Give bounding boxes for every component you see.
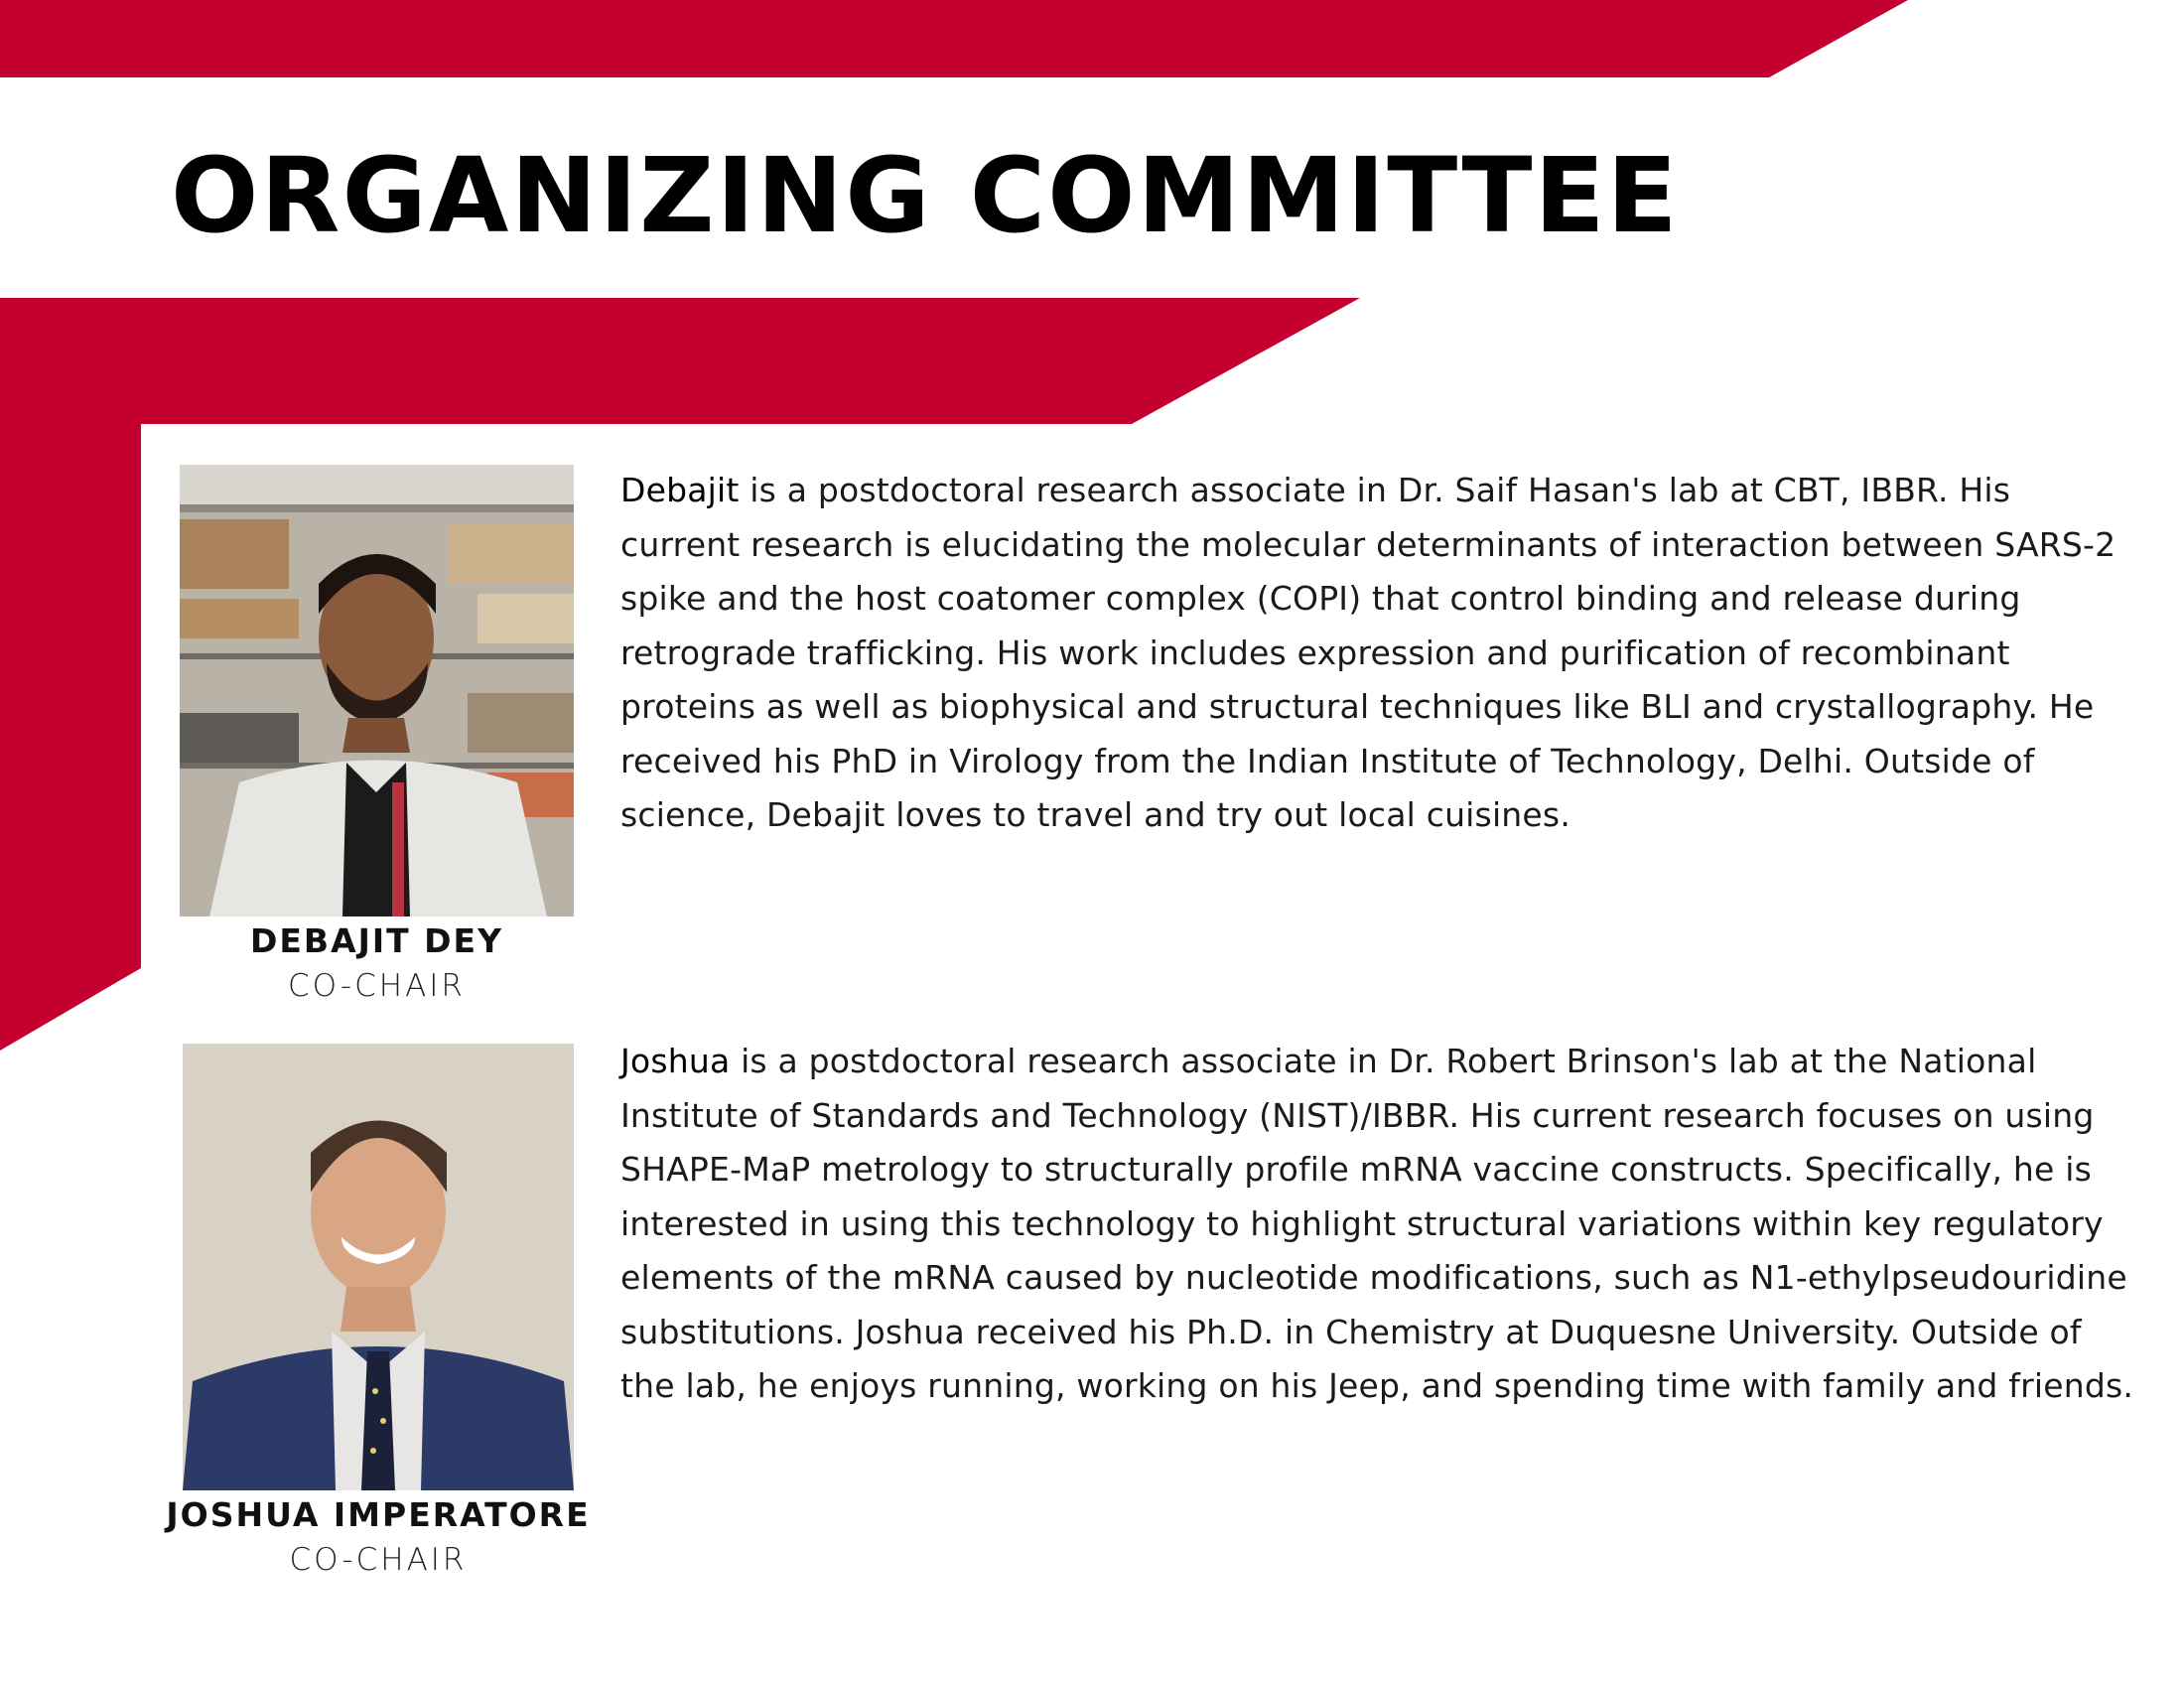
page-title: ORGANIZING COMMITTEE [171, 135, 1680, 256]
bio-text: is a postdoctoral research associate in Dr. Robert Brinson's lab at the National Institute of Standards and Technology (NIST)/IBBR. His current research focuses on using SHAPE-MaP metrology to structurally profile mRNA vaccine constructs. Specifically, he is interested in using this technology to highlight structural variations within key regulatory elements of the mRNA caused by nucleotide modifications, such as N1-ethylpseudouridine substitutions. Joshua received his Ph.D. in Chemistry at Duquesne University. Outside of the lab, he enjoys running, working on his Jeep, and spending time with family and friends. [620, 1042, 2134, 1405]
bio-first-name: Debajit [620, 471, 740, 509]
member-photo-debajit [180, 465, 574, 916]
portrait-photo-lab-icon [180, 465, 574, 916]
member-name-debajit: DEBAJIT DEY [249, 921, 503, 960]
member-name-joshua: JOSHUA IMPERATORE [166, 1495, 591, 1534]
member-photo-joshua [183, 1044, 574, 1490]
member-bio-joshua [620, 1035, 2139, 1414]
member-bio-debajit [620, 464, 2139, 843]
top-red-banner [0, 0, 1908, 77]
portrait-photo-suit-icon [183, 1044, 574, 1490]
member-role-debajit: CO-CHAIR [288, 968, 466, 1004]
member-role-joshua: CO-CHAIR [289, 1542, 468, 1578]
bio-text: is a postdoctoral research associate in Dr. Saif Hasan's lab at CBT, IBBR. His current research is elucidating the molecular determinants of interaction between SARS-2 spike and the host coatomer complex (COPI) that control binding and release during retrograde trafficking. His work includes expression and purification of recombinant proteins as well as biophysical and structural techniques like BLI and crystallography. He received his PhD in Virology from the Indian Institute of Technology, Delhi. Outside of science, Debajit loves to travel and try out local cuisines. [620, 471, 2116, 834]
bio-first-name: Joshua [620, 1042, 731, 1080]
